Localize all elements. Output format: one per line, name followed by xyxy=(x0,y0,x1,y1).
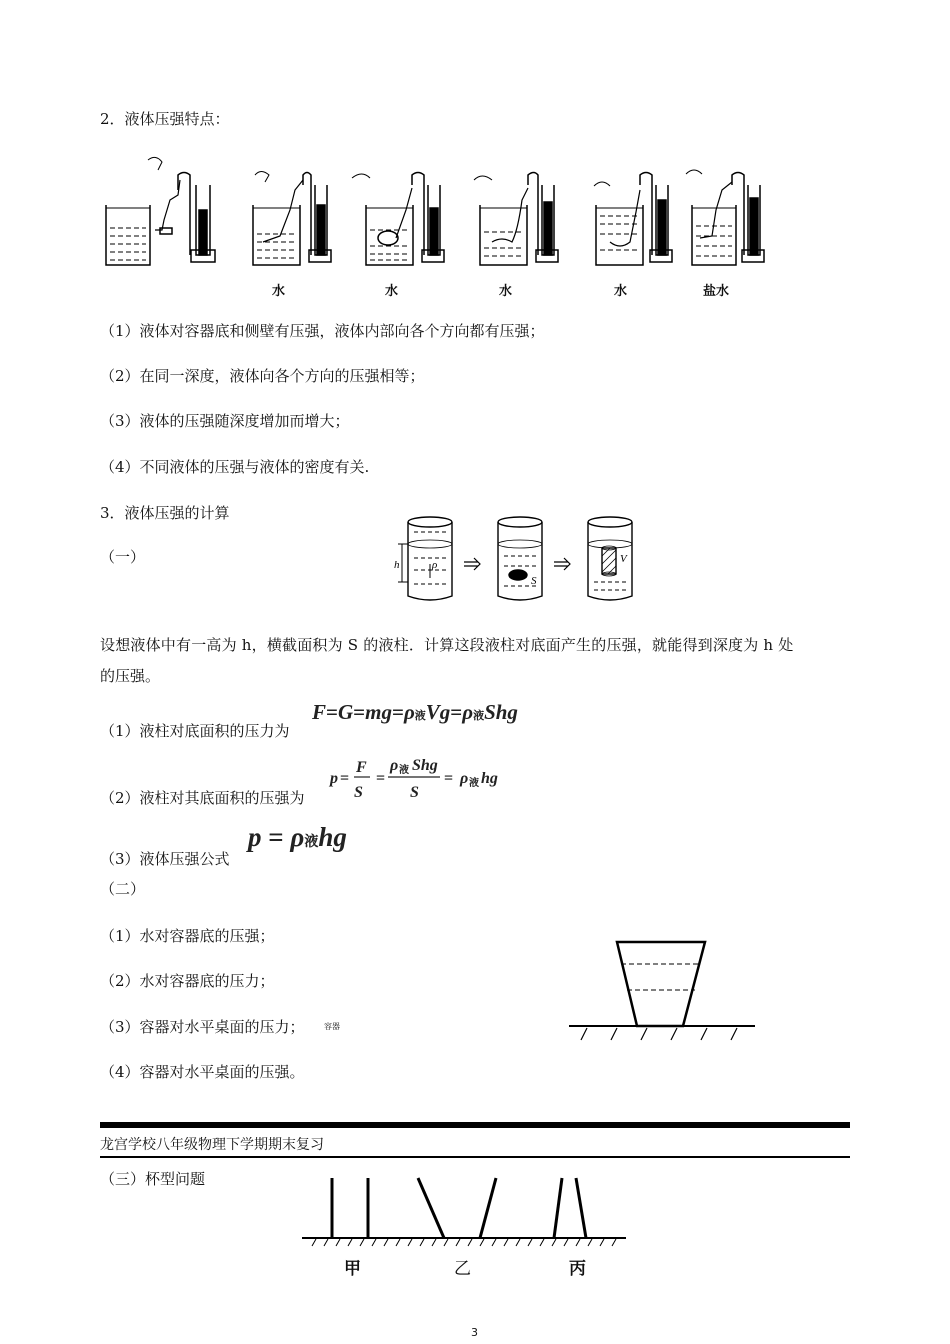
part-2-item: （4）容器对水平桌面的压强。 xyxy=(100,1063,305,1081)
svg-text:F: F xyxy=(356,759,367,776)
part-2-item: （3）容器对水平桌面的压力； xyxy=(100,1018,305,1036)
formula-item-label: （1）液柱对底面积的压力为 xyxy=(100,722,290,740)
part-2-item: （2）水对容器底的压力； xyxy=(100,972,275,990)
figure-label: 盐水 xyxy=(703,284,730,299)
footer-banner: 龙宫学校八年级物理下学期期末复习 xyxy=(100,1137,324,1153)
svg-text:=: = xyxy=(376,770,386,787)
section-3-heading: 3．液体压强的计算 xyxy=(100,504,230,522)
svg-text:液: 液 xyxy=(469,778,479,789)
svg-text:hg: hg xyxy=(481,770,498,787)
banner-bottom-rule xyxy=(100,1156,850,1158)
page-number: 3 xyxy=(471,1326,478,1339)
pressure-point: （1）液体对容器底和侧壁有压强，液体内部向各个方向都有压强； xyxy=(100,322,545,340)
part-3-label: （三）杯型问题 xyxy=(100,1170,206,1188)
figure-label: 水 xyxy=(385,284,399,299)
pressure-point: （2）在同一深度，液体向各个方向的压强相等； xyxy=(100,367,425,385)
section-2-heading: 2．液体压强特点： xyxy=(100,110,230,128)
formula-liquid-pressure: p = ρ液hg xyxy=(248,822,347,852)
part-2-label: （二） xyxy=(100,880,146,898)
paragraph-line-1: 设想液体中有一高为 h，横截面积为 S 的液柱．计算这段液柱对底面产生的压强，就能得到深度为 h 处 xyxy=(100,636,794,654)
formula-item-label: （3）液体压强公式 xyxy=(100,850,230,868)
part-2-item: （1）水对容器底的压强； xyxy=(100,927,275,945)
formula-pressure-fraction xyxy=(326,752,516,804)
formula-item-label: （2）液柱对其底面积的压强为 xyxy=(100,789,305,807)
container-on-table-figure xyxy=(565,938,760,1046)
formula-force: F=G=mg=ρ液Vg=ρ液Shg xyxy=(312,700,518,724)
rho-label: ρ xyxy=(432,559,438,571)
svg-text:ρ: ρ xyxy=(390,757,399,774)
v-label: V xyxy=(620,553,627,565)
svg-text:液: 液 xyxy=(399,765,409,776)
svg-text:ρ: ρ xyxy=(460,770,469,787)
cup-types-figure xyxy=(298,1172,630,1250)
h-label: h xyxy=(394,559,400,571)
figure-label: 水 xyxy=(614,284,628,299)
svg-text:S: S xyxy=(410,784,419,801)
cup-label: 丙 xyxy=(569,1259,586,1279)
cup-label: 乙 xyxy=(454,1259,471,1279)
liquid-column-figure xyxy=(388,512,650,608)
svg-text:p: p xyxy=(330,770,338,787)
svg-text:=: = xyxy=(444,770,454,787)
cup-label: 甲 xyxy=(344,1259,361,1279)
banner-top-rule xyxy=(100,1122,850,1128)
pressure-point: （4）不同液体的压强与液体的密度有关. xyxy=(100,458,370,476)
manometer-experiments-figure xyxy=(100,150,770,305)
tiny-note: 容器 xyxy=(324,1022,340,1031)
figure-label: 水 xyxy=(272,284,286,299)
svg-text:=: = xyxy=(340,770,350,787)
figure-label: 水 xyxy=(499,284,513,299)
paragraph-line-2: 的压强。 xyxy=(100,667,161,685)
pressure-point: （3）液体的压强随深度增加而增大； xyxy=(100,412,350,430)
s-label: S xyxy=(531,575,537,587)
svg-text:S: S xyxy=(354,784,363,801)
part-1-label: （一） xyxy=(100,548,146,566)
svg-text:Shg: Shg xyxy=(412,757,438,774)
experiment-1 xyxy=(106,157,215,265)
